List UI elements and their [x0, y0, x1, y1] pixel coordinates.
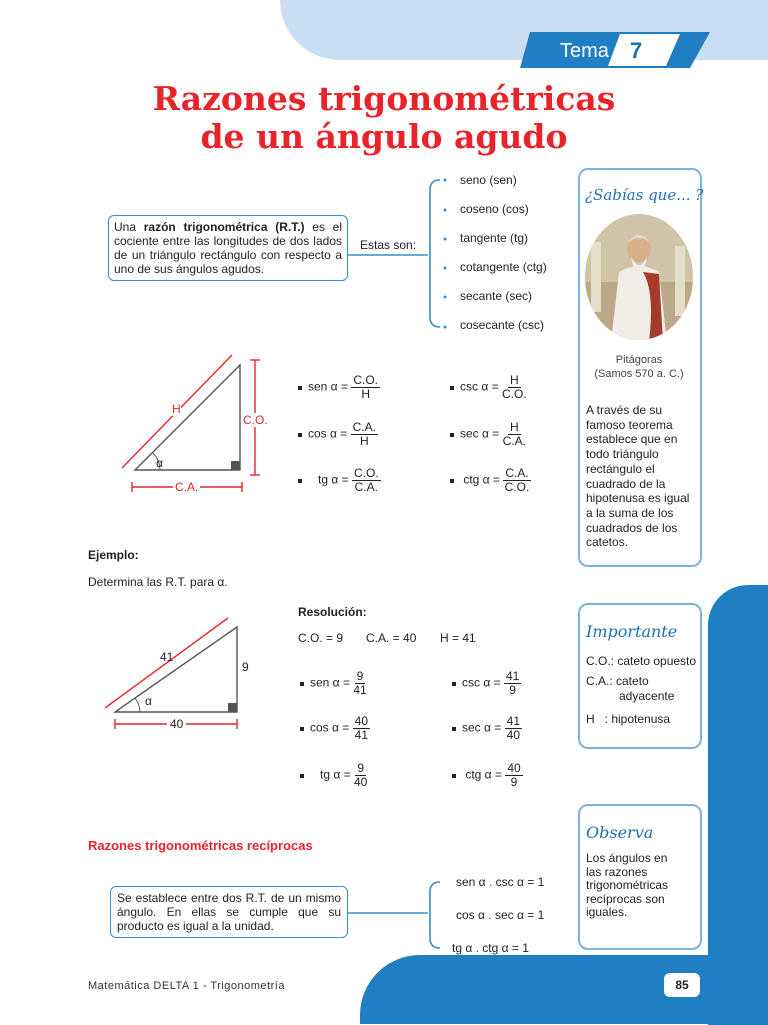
value-co: C.O. = 9: [298, 631, 344, 645]
rt-item: seno (sen): [460, 173, 517, 187]
example-formula-sec: sec α = $\frac{41}{40}$: [452, 715, 522, 742]
formula-csc: csc α = $\frac{H}{C.O.}$: [450, 374, 527, 401]
value-ca: C.A. = 40: [366, 631, 417, 645]
reciprocal-item: cos α . sec α = 1: [456, 908, 545, 922]
caption-name: Pitágoras: [615, 354, 663, 366]
estas-son-label: Estas son:: [360, 238, 417, 252]
importante-h: H : hipotenusa: [586, 712, 671, 726]
example-hyp-label: 41: [160, 650, 174, 664]
formula-sec: sec α = $\frac{H}{C.A.}$: [450, 421, 526, 448]
example-prompt: Determina las R.T. para α.: [88, 575, 228, 589]
formula-tg: tg α = $\frac{C.O.}{C.A.}$: [298, 467, 381, 494]
rt-item: cosecante (csc): [460, 318, 545, 332]
example-formula-cos: cos α = $\frac{40}{41}$: [300, 715, 370, 742]
reciprocal-item: tg α . ctg α = 1: [452, 941, 529, 955]
tema-number: 7: [630, 38, 643, 63]
reciprocal-item: sen α . csc α = 1: [456, 875, 545, 889]
example-formula-csc: csc α = $\frac{41}{9}$: [452, 670, 521, 697]
sabias-que-title: ¿Sabías que... ?: [585, 186, 704, 204]
portrait-caption: [583, 353, 695, 381]
page-title-line1: Razones trigonométricas: [152, 79, 616, 118]
rt-item: coseno (cos): [460, 202, 529, 216]
definition-term: razón trigonométrica (R.T.): [143, 220, 305, 234]
importante-co: C.O.: cateto opuesto: [586, 654, 697, 668]
observa-text: Los ángulos en las razones trigonométricas recíprocas son iguales.: [586, 851, 669, 919]
bottom-decor-band: [360, 955, 768, 1024]
alpha-label: α: [156, 456, 163, 470]
sabias-que-text: A través de su famoso teorema establece que en todo triángulo rectángulo el cuadrado de la hipotenusa es igual a la suma de los cuadrados de los catetos.: [586, 403, 690, 550]
rt-item: cotangente (ctg): [460, 260, 547, 274]
definition-text-b: es el cociente entre las longitudes de dos lados de un triángulo rectángulo con respecto a uno de sus ángulos agudos.: [114, 220, 343, 276]
hyp-label: H: [172, 402, 181, 416]
example-formula-sen: sen α = $\frac{9}{41}$: [300, 670, 367, 697]
observa-title: Observa: [586, 823, 654, 842]
formula-ctg: ctg α = $\frac{C.A.}{C.O.}$: [450, 467, 531, 494]
page-title-line2: de un ángulo agudo: [200, 117, 568, 156]
tema-label: Tema: [560, 40, 609, 62]
value-h: H = 41: [440, 631, 476, 645]
importante-ca-cont: adyacente: [619, 689, 675, 703]
adj-label: C.A.: [175, 480, 199, 494]
rt-item: tangente (tg): [460, 231, 529, 245]
importante-ca: C.A.: cateto: [586, 674, 649, 688]
definition-text-a: Una: [114, 220, 144, 234]
page-number: 85: [664, 973, 700, 997]
example-opp-label: 9: [242, 660, 249, 674]
formula-cos: cos α = $\frac{C.A.}{H}$: [298, 421, 378, 448]
caption-date: (Samos 570 a. C.): [594, 368, 684, 380]
example-formula-tg: tg α = $\frac{9}{40}$: [300, 762, 367, 789]
example-adj-label: 40: [167, 717, 186, 731]
reciprocal-box: Se establece entre dos R.T. de un mismo ángulo. En ellas se cumple que su producto es igual a la unidad.: [110, 886, 348, 938]
reciprocal-heading: Razones trigonométricas recíprocas: [88, 838, 313, 853]
rt-item: secante (sec): [460, 289, 533, 303]
example-heading: Ejemplo:: [88, 548, 139, 562]
footer-text: Matemática DELTA 1 - Trigonometría: [88, 980, 285, 992]
pythagoras-portrait-image: [583, 212, 695, 342]
formula-sen: sen α = $\frac{C.O.}{H}$: [298, 374, 380, 401]
opp-label: C.O.: [243, 413, 268, 427]
example-formula-ctg: ctg α = $\frac{40}{9}$: [452, 762, 523, 789]
resolucion-heading: Resolución:: [298, 605, 367, 619]
example-alpha-label: α: [145, 694, 152, 708]
importante-title: Importante: [586, 622, 678, 641]
